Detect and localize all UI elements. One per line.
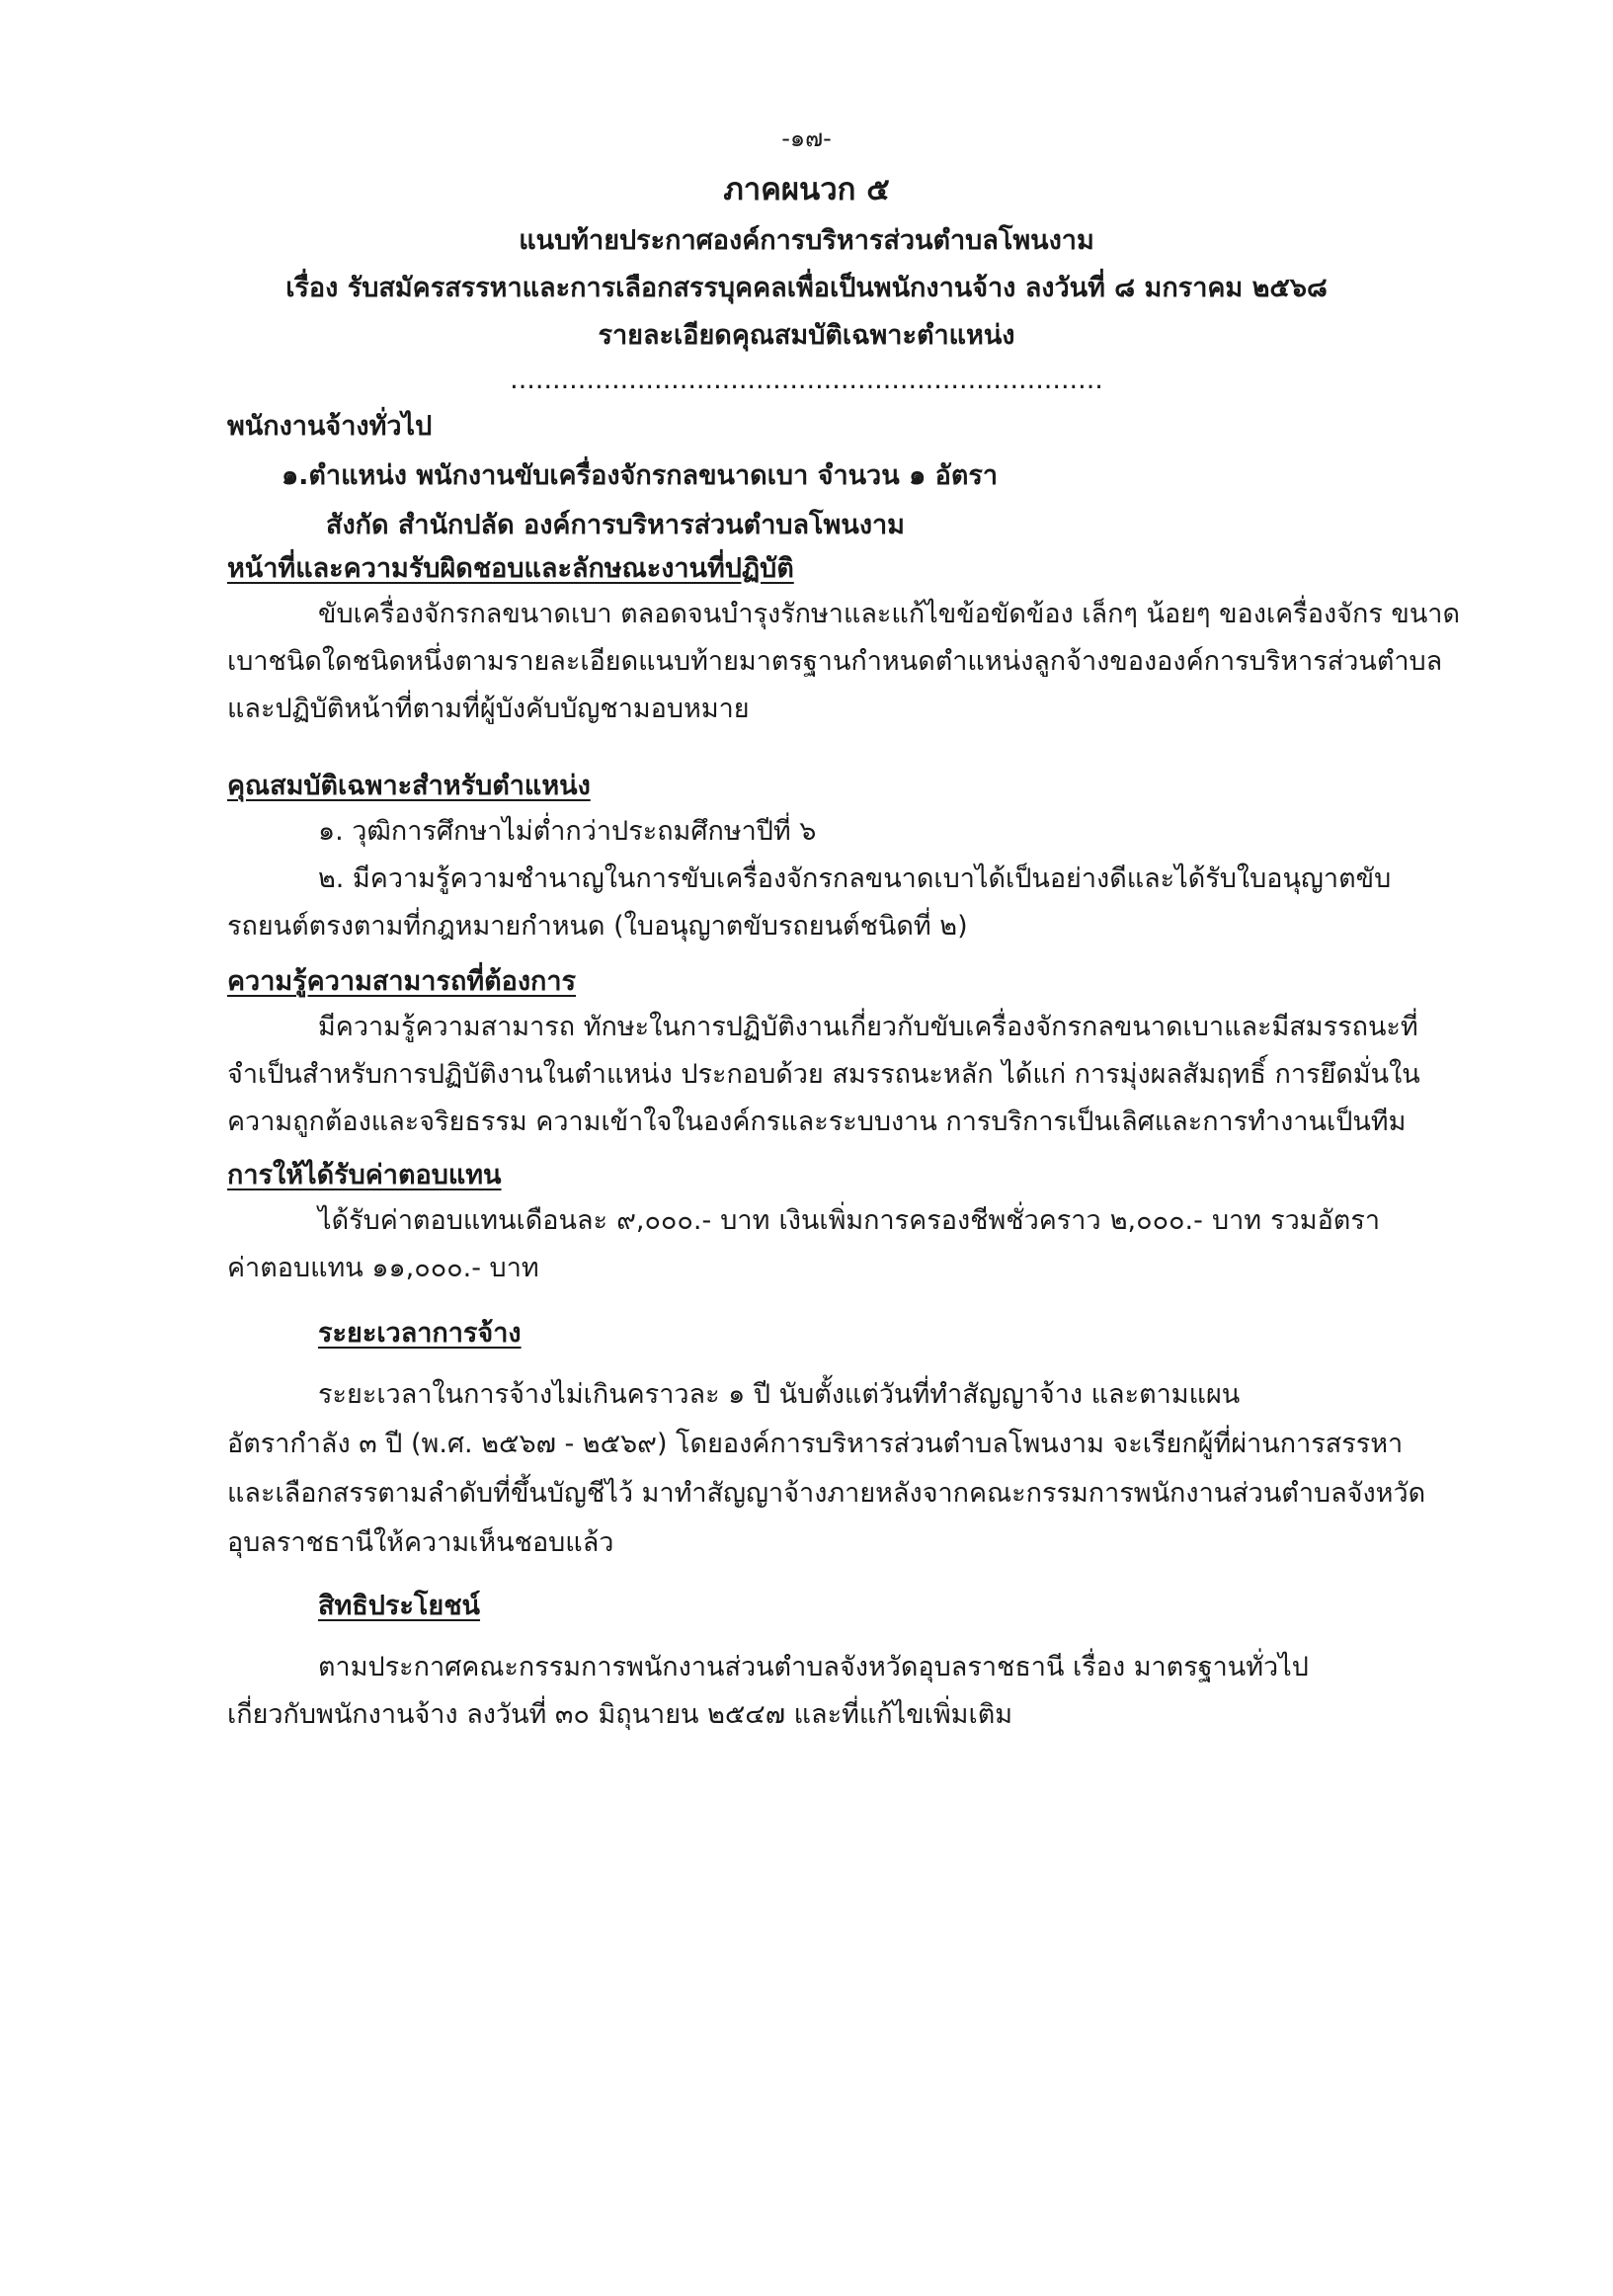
compensation-heading: การให้ได้รับค่าตอบแทน [227, 1160, 502, 1190]
knowledge-line-1: มีความรู้ความสามารถ ทักษะในการปฏิบัติงานเกี่ยวกับขับเครื่องจักรกลขนาดเบาและมีสมรรถนะที่ [318, 1012, 1418, 1042]
qualification-item-2-line-2: รถยนต์ตรงตามที่กฎหมายกำหนด (ใบอนุญาตขับรถยนต์ชนิดที่ ๒) [227, 911, 968, 942]
benefits-line-2: เกี่ยวกับพนักงานจ้าง ลงวันที่ ๓๐ มิถุนายน ๒๕๔๗ และที่แก้ไขเพิ่มเติม [227, 1699, 1013, 1730]
heading-line-1: แนบท้ายประกาศองค์การบริหารส่วนตำบลโพนงาม [519, 225, 1094, 256]
knowledge-line-3: ความถูกต้องและจริยธรรม ความเข้าใจในองค์กรและระบบงาน การบริการเป็นเลิศและการทำงานเป็นทีม [227, 1107, 1407, 1137]
knowledge-line-2: จำเป็นสำหรับการปฏิบัติงานในตำแหน่ง ประกอบด้วย สมรรถนะหลัก ได้แก่ การมุ่งผลสัมฤทธิ์ การยึดมั่นใน [227, 1059, 1420, 1090]
employment-period-line-1: ระยะเวลาในการจ้างไม่เกินคราวละ ๑ ปี นับตั้งแต่วันที่ทำสัญญาจ้าง และตามแผน [318, 1379, 1241, 1410]
heading-line-2: เรื่อง รับสมัครสรรหาและการเลือกสรรบุคคลเพื่อเป็นพนักงานจ้าง ลงวันที่ ๘ มกราคม ๒๕๖๘ [285, 273, 1328, 303]
qualification-item-2-line-1: ๒. มีความรู้ความชำนาญในการขับเครื่องจักรกลขนาดเบาได้เป็นอย่างดีและได้รับใบอนุญาตขับ [318, 863, 1392, 894]
duties-line-3: และปฏิบัติหน้าที่ตามที่ผู้บังคับบัญชามอบหมาย [227, 694, 750, 724]
employment-period-line-2: อัตรากำลัง ๓ ปี (พ.ศ. ๒๕๖๗ - ๒๕๖๙) โดยองค์การบริหารส่วนตำบลโพนงาม จะเรียกผู้ที่ผ่านการสรรหา [227, 1429, 1404, 1459]
knowledge-heading: ความรู้ความสามารถที่ต้องการ [227, 966, 577, 997]
duties-line-1: ขับเครื่องจักรกลขนาดเบา ตลอดจนบำรุงรักษาและแก้ไขข้อขัดข้อง เล็กๆ น้อยๆ ของเครื่องจักร ขนาด [318, 599, 1461, 629]
appendix-title: ภาคผนวก ๕ [723, 172, 890, 207]
heading-line-3: รายละเอียดคุณสมบัติเฉพาะตำแหน่ง [598, 320, 1015, 351]
qualification-item-1: ๑. วุฒิการศึกษาไม่ต่ำกว่าประถมศึกษาปีที่ ๖ [318, 816, 817, 847]
compensation-line-1: ได้รับค่าตอบแทนเดือนละ ๙,๐๐๐.- บาท เงินเพิ่มการครองชีพชั่วคราว ๒,๐๐๐.- บาท รวมอัตรา [318, 1205, 1380, 1236]
employee-type: พนักงานจ้างทั่วไป [227, 411, 433, 442]
employment-period-line-3: และเลือกสรรตามลำดับที่ขึ้นบัญชีไว้ มาทำสัญญาจ้างภายหลังจากคณะกรรมการพนักงานส่วนตำบลจังหวัด [227, 1478, 1426, 1509]
employment-period-line-4: อุบลราชธานีให้ความเห็นชอบแล้ว [227, 1527, 614, 1558]
affiliation-line: สังกัด สำนักปลัด องค์การบริหารส่วนตำบลโพนงาม [326, 510, 905, 540]
employment-period-heading: ระยะเวลาการจ้าง [318, 1318, 522, 1349]
duties-line-2: เบาชนิดใดชนิดหนึ่งตามรายละเอียดแนบท้ายมาตรฐานกำหนดตำแหน่งลูกจ้างขององค์การบริหารส่วนตำบล [227, 646, 1443, 677]
compensation-line-2: ค่าตอบแทน ๑๑,๐๐๐.- บาท [227, 1253, 539, 1283]
separator-dots: ...................................................................... [510, 365, 1103, 395]
page-number: -๑๗- [781, 124, 832, 152]
qualifications-heading: คุณสมบัติเฉพาะสำหรับตำแหน่ง [227, 771, 591, 801]
benefits-line-1: ตามประกาศคณะกรรมการพนักงานส่วนตำบลจังหวัดอุบลราชธานี เรื่อง มาตรฐานทั่วไป [318, 1652, 1309, 1682]
duties-heading: หน้าที่และความรับผิดชอบและลักษณะงานที่ปฏิบัติ [227, 553, 794, 584]
benefits-heading: สิทธิประโยชน์ [318, 1591, 481, 1621]
position-line: ๑.ตำแหน่ง พนักงานขับเครื่องจักรกลขนาดเบา จำนวน ๑ อัตรา [282, 460, 999, 491]
